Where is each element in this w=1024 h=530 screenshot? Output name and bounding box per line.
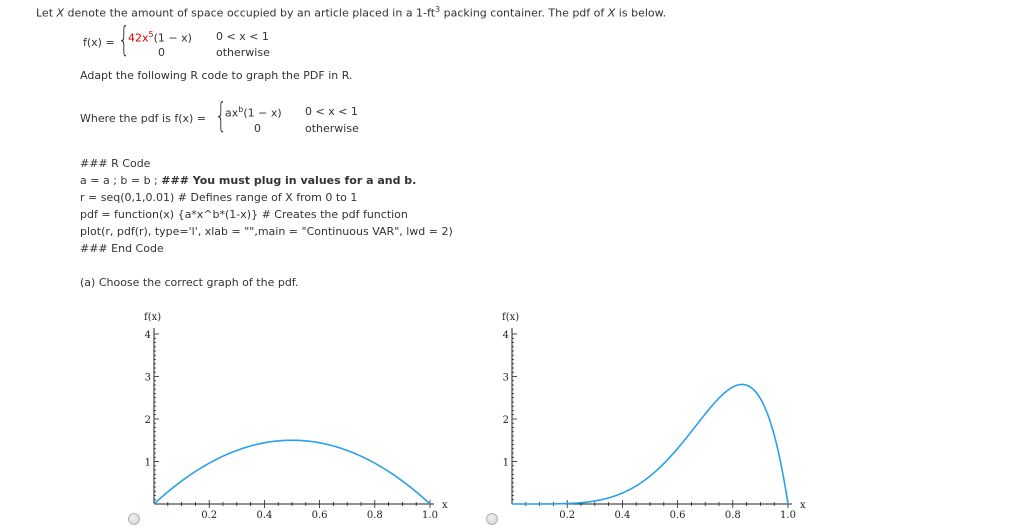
pdf-curve: [512, 384, 788, 504]
x-tick-label: 0.4: [256, 510, 273, 521]
general-pdf-brace: {: [215, 96, 227, 136]
y-tick-label: 4: [144, 330, 151, 341]
y-tick-label: 4: [502, 330, 509, 341]
pdf-case2-expr: 0: [158, 46, 165, 59]
general-pdf-lead: Where the pdf is f(x) =: [80, 112, 207, 125]
r-code-block: [80, 155, 453, 257]
pdf-case2-cond: otherwise: [216, 46, 270, 59]
instruction-text: Adapt the following R code to graph the PDF in R.: [80, 69, 353, 82]
y-tick-label: 3: [144, 372, 151, 384]
x-tick-label: 1.0: [780, 510, 796, 521]
code-line-4: plot(r, pdf(r), type='l', xlab = "",main = "Continuous VAR", lwd = 2): [80, 225, 453, 238]
y-axis-label: f(x): [144, 312, 162, 323]
code-line-1: a = a ; b = b ; ### You must plug in values for a and b.: [80, 174, 417, 187]
x-axis-label: x: [442, 500, 448, 511]
y-tick-label: 2: [144, 415, 151, 426]
y-tick-label: 1: [144, 457, 151, 469]
general-pdf-case1-cond: 0 < x < 1: [305, 105, 358, 118]
x-tick-label: 0.8: [366, 510, 383, 521]
code-header: ### R Code: [80, 157, 151, 170]
y-tick-label: 1: [502, 457, 509, 469]
pdf-curve: [154, 440, 430, 504]
code-line-3: pdf = function(x) {a*x^b*(1-x)} # Creates the pdf function: [80, 208, 408, 221]
y-tick-label: 3: [502, 372, 509, 384]
x-tick-label: 0.2: [559, 510, 576, 521]
graph-option-1[interactable]: [130, 306, 460, 526]
pdf-brace: {: [118, 20, 130, 60]
x-tick-label: 1.0: [422, 510, 438, 521]
x-axis-label: x: [800, 500, 806, 511]
general-pdf-case1-expr: $ax^b(1 - x)$: [225, 105, 282, 120]
pdf-case1-cond: 0 < x < 1: [216, 30, 269, 43]
x-tick-label: 0.6: [669, 510, 686, 521]
pdf-case1-expr: $42x^5(1 - x)$: [128, 30, 192, 45]
general-pdf-case2-cond: otherwise: [305, 122, 359, 135]
general-pdf-case2-expr: 0: [254, 122, 261, 135]
x-tick-label: 0.2: [201, 510, 218, 521]
x-tick-label: 0.6: [311, 510, 328, 521]
code-footer: ### End Code: [80, 242, 164, 255]
graph-option-2[interactable]: [488, 306, 818, 526]
y-tick-label: 2: [502, 415, 509, 426]
x-tick-label: 0.8: [724, 510, 741, 521]
x-tick-label: 0.4: [614, 510, 631, 521]
question-intro: Let X denote the amount of space occupied by an article placed in a $1-ft^3$ packing container. The pdf of X is below.: [36, 5, 667, 20]
part-a-prompt: (a) Choose the correct graph of the pdf.: [80, 276, 299, 289]
pdf-lhs: f(x) =: [83, 36, 115, 49]
code-line-2: r = seq(0,1,0.01) # Defines range of X from 0 to 1: [80, 191, 358, 204]
y-axis-label: f(x): [502, 312, 520, 323]
